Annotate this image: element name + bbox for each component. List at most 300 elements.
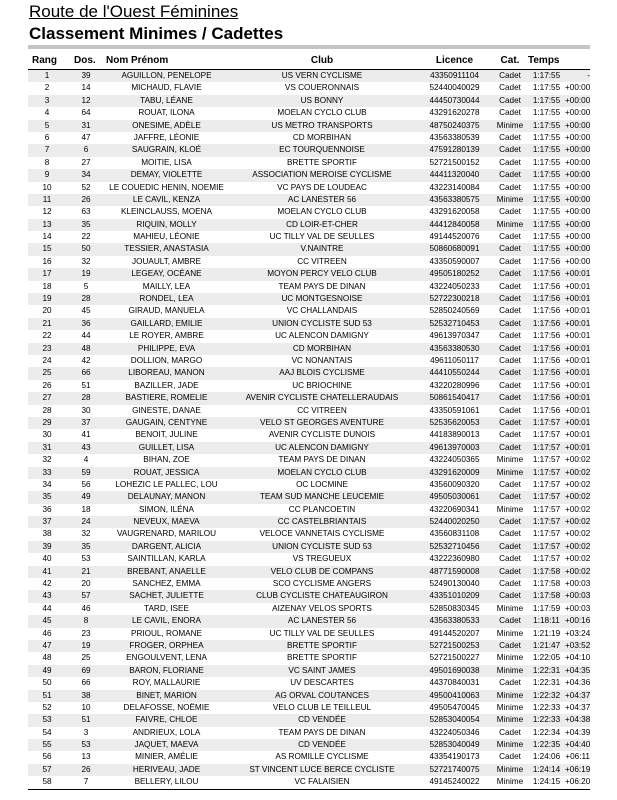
cell-club: ST VINCENT LUCE BERCE CYCLISTE	[249, 764, 395, 774]
cell-cat: Cadet	[499, 678, 521, 688]
cell-licence: 52535620053	[429, 417, 480, 427]
cell-dos: 53	[81, 554, 91, 564]
cell-licence: 44411320040	[429, 170, 480, 180]
table-row	[28, 355, 590, 367]
cell-temps: 1:17:57	[532, 517, 561, 527]
cell-cat: Minime	[496, 628, 524, 638]
cell-cat: Cadet	[499, 170, 521, 180]
results-table	[28, 53, 590, 790]
table-row	[28, 293, 590, 305]
cell-cat: Minime	[496, 603, 524, 613]
cell-dos: 3	[83, 727, 89, 737]
cell-dos: 63	[81, 207, 91, 217]
cell-temps: 1:22:05	[532, 653, 561, 663]
cell-club: CC VITREEN	[297, 256, 347, 266]
cell-rang: 7	[44, 145, 50, 155]
cell-club: OC LOCMINE	[296, 479, 348, 489]
cell-licence: 50861540417	[429, 393, 480, 403]
cell-dos: 38	[81, 690, 91, 700]
cell-rang: 42	[42, 579, 52, 589]
cell-ecart: +04:36	[565, 678, 590, 688]
table-row	[28, 120, 590, 132]
cell-ecart: +03:52	[565, 640, 590, 650]
cell-nom: ROY, MALLAURIE	[132, 678, 201, 688]
cell-cat: Cadet	[499, 380, 521, 390]
cell-cat: Cadet	[499, 71, 521, 80]
cell-nom: DARGENT, ALICIA	[131, 541, 202, 551]
cell-nom: JAQUET, MAEVA	[134, 740, 199, 750]
cell-rang: 28	[42, 405, 52, 415]
table-row	[28, 243, 590, 255]
cell-club: VELO CLUB DE COMPANS	[270, 566, 374, 576]
cell-nom: GAILLARD, EMILIE	[130, 318, 203, 328]
table-row	[28, 764, 590, 776]
table-row	[28, 194, 590, 206]
cell-dos: 57	[81, 591, 91, 601]
cell-temps: 1:22:33	[532, 702, 561, 712]
cell-cat: Cadet	[499, 207, 521, 217]
cell-nom: SIMON, ILÉNA	[138, 504, 195, 514]
cell-ecart: +04:37	[565, 690, 590, 700]
cell-cat: Cadet	[499, 256, 521, 266]
cell-ecart: +00:00	[565, 132, 590, 142]
cell-licence: 49144520207	[429, 628, 480, 638]
cell-club: US METRO TRANSPORTS	[271, 120, 373, 130]
cell-dos: 36	[81, 318, 91, 328]
cell-ecart: +00:01	[565, 318, 590, 328]
cell-dos: 8	[83, 616, 89, 626]
cell-club: AVENIR CYCLISTE DUNOIS	[268, 430, 376, 440]
table-row	[28, 206, 590, 218]
cell-dos: 47	[81, 132, 91, 142]
cell-cat: Minime	[496, 777, 524, 787]
table-row	[28, 665, 590, 677]
cell-rang: 53	[42, 715, 52, 725]
cell-ecart: +00:02	[565, 541, 590, 551]
cell-nom: ROUAT, JESSICA	[133, 467, 200, 477]
cell-dos: 66	[81, 368, 91, 378]
cell-nom: ENGOULVENT, LENA	[126, 653, 207, 663]
cell-club: AAJ BLOIS CYCLISME	[279, 368, 365, 378]
cell-temps: 1:17:55	[532, 157, 561, 167]
cell-cat: Cadet	[499, 132, 521, 142]
cell-cat: Cadet	[499, 517, 521, 527]
cell-ecart: +00:01	[565, 355, 590, 365]
cell-temps: 1:17:56	[532, 368, 561, 378]
cell-licence: 48771590008	[429, 566, 480, 576]
cell-temps: 1:17:55	[532, 207, 561, 217]
cell-club: CC VITREEN	[297, 405, 347, 415]
table-row	[28, 553, 590, 565]
cell-rang: 19	[42, 294, 52, 304]
cell-cat: Cadet	[499, 554, 521, 564]
cell-rang: 16	[42, 256, 52, 266]
table-row	[28, 467, 590, 479]
cell-cat: Cadet	[499, 479, 521, 489]
cell-ecart: +00:01	[565, 368, 590, 378]
column-header-cat: Cat.	[500, 55, 520, 66]
cell-rang: 48	[42, 653, 52, 663]
cell-temps: 1:17:57	[532, 492, 561, 502]
cell-cat: Cadet	[499, 430, 521, 440]
cell-temps: 1:17:55	[532, 244, 561, 254]
cell-cat: Cadet	[499, 318, 521, 328]
cell-dos: 19	[81, 269, 91, 279]
cell-temps: 1:17:55	[532, 182, 561, 192]
cell-ecart: +03:24	[565, 628, 590, 638]
cell-licence: 44370840031	[429, 678, 480, 688]
cell-rang: 12	[42, 207, 52, 217]
cell-rang: 2	[44, 83, 50, 93]
cell-ecart: +00:00	[565, 157, 590, 167]
cell-cat: Cadet	[499, 269, 521, 279]
cell-ecart: +00:02	[565, 492, 590, 502]
cell-rang: 29	[42, 417, 52, 427]
cell-cat: Cadet	[499, 529, 521, 539]
cell-temps: 1:17:57	[532, 467, 561, 477]
cell-dos: 6	[83, 145, 89, 155]
table-row	[28, 256, 590, 268]
cell-nom: RONDEL, LEA	[139, 294, 194, 304]
cell-club: MOELAN CYCLO CLUB	[277, 108, 367, 118]
cell-nom: JAFFRE, LÉONIE	[133, 132, 200, 142]
cell-club: CLUB CYCLISTE CHATEAUGIRON	[256, 591, 388, 601]
cell-cat: Cadet	[499, 306, 521, 316]
cell-rang: 33	[42, 467, 52, 477]
cell-temps: 1:17:57	[532, 430, 561, 440]
cell-nom: BARON, FLORIANE	[129, 665, 204, 675]
cell-nom: LIBOREAU, MANON	[128, 368, 205, 378]
cell-rang: 1	[44, 71, 50, 80]
cell-dos: 48	[81, 343, 91, 353]
cell-temps: 1:17:56	[532, 405, 561, 415]
cell-temps: 1:24:15	[532, 777, 561, 787]
cell-licence: 52853040049	[429, 740, 480, 750]
cell-temps: 1:22:34	[532, 727, 561, 737]
cell-nom: BREBANT, ANAELLE	[127, 566, 206, 576]
cell-rang: 10	[42, 182, 52, 192]
cell-licence: 44450730044	[429, 95, 480, 105]
cell-dos: 24	[81, 517, 91, 527]
cell-ecart: +06:11	[565, 752, 590, 762]
cell-nom: MAHIEU, LÉONIE	[133, 232, 200, 242]
cell-dos: 59	[81, 467, 91, 477]
table-row	[28, 392, 590, 404]
cell-club: CD VENDÉE	[298, 740, 346, 750]
cell-club: UNION CYCLISTE SUD 53	[272, 318, 372, 328]
cell-licence: 43350591061	[429, 405, 480, 415]
cell-cat: Cadet	[499, 157, 521, 167]
table-row	[28, 640, 590, 652]
cell-dos: 37	[81, 417, 91, 427]
cell-temps: 1:17:56	[532, 331, 561, 341]
cell-dos: 42	[81, 355, 91, 365]
cell-temps: 1:17:56	[532, 343, 561, 353]
cell-ecart: +04:35	[565, 665, 590, 675]
cell-temps: 1:17:56	[532, 269, 561, 279]
cell-temps: 1:22:33	[532, 715, 561, 725]
cell-licence: 43291620058	[429, 207, 480, 217]
cell-ecart: +00:00	[565, 95, 590, 105]
cell-club: SCO CYCLISME ANGERS	[272, 579, 372, 589]
cell-ecart: +00:01	[565, 417, 590, 427]
cell-temps: 1:17:55	[532, 132, 561, 142]
cell-club: TEAM PAYS DE DINAN	[278, 281, 366, 291]
cell-nom: FROGER, ORPHEA	[129, 640, 204, 650]
table-row	[28, 541, 590, 553]
table-row	[28, 528, 590, 540]
cell-rang: 34	[42, 479, 52, 489]
table-row	[28, 677, 590, 689]
table-row	[28, 652, 590, 664]
cell-ecart: +00:01	[565, 430, 590, 440]
cell-licence: 49611050117	[430, 355, 479, 365]
cell-rang: 51	[42, 690, 52, 700]
cell-nom: LOHEZIC LE PALLEC, LOU	[115, 479, 218, 489]
table-row	[28, 566, 590, 578]
header-divider	[28, 45, 590, 49]
cell-temps: 1:17:56	[532, 256, 561, 266]
cell-club: EC TOURQUENNOISE	[279, 145, 365, 155]
cell-ecart: +00:02	[565, 479, 590, 489]
cell-rang: 50	[42, 678, 52, 688]
cell-dos: 26	[81, 194, 91, 204]
cell-temps: 1:17:59	[532, 603, 561, 613]
cell-ecart: +00:01	[565, 405, 590, 415]
cell-dos: 12	[81, 95, 91, 105]
cell-nom: SACHET, JULIETTE	[129, 591, 204, 601]
cell-nom: TABU, LÉANE	[140, 95, 193, 105]
cell-cat: Minime	[496, 702, 524, 712]
cell-licence: 52532710453	[429, 318, 480, 328]
cell-cat: Minime	[496, 467, 524, 477]
table-row	[28, 727, 590, 739]
cell-rang: 38	[42, 529, 52, 539]
cell-ecart: +00:03	[565, 579, 590, 589]
column-header-ecart	[565, 53, 590, 69]
cell-dos: 46	[81, 603, 91, 613]
cell-ecart: +00:00	[565, 120, 590, 130]
cell-licence: 43351010209	[429, 591, 480, 601]
cell-licence: 43291620278	[429, 108, 480, 118]
table-row	[28, 82, 590, 94]
cell-temps: 1:17:55	[532, 71, 561, 80]
cell-nom: GUILLET, LISA	[138, 442, 195, 452]
cell-rang: 15	[42, 244, 52, 254]
cell-dos: 22	[81, 232, 91, 242]
cell-dos: 26	[81, 764, 91, 774]
cell-nom: MINIER, AMÉLIE	[135, 752, 198, 762]
cell-club: V.NAINTRE	[300, 244, 344, 254]
cell-club: VS COUERONNAIS	[284, 83, 360, 93]
table-row	[28, 107, 590, 119]
cell-licence: 50860680091	[429, 244, 480, 254]
cell-club: UC MONTGESNOISE	[281, 294, 363, 304]
cell-dos: 51	[81, 715, 91, 725]
cell-temps: 1:17:55	[532, 145, 561, 155]
cell-ecart: +00:01	[565, 281, 590, 291]
table-row	[28, 281, 590, 293]
cell-rang: 41	[42, 566, 52, 576]
cell-rang: 13	[42, 219, 52, 229]
cell-rang: 23	[42, 343, 52, 353]
cell-club: UC TILLY VAL DE SEULLES	[269, 232, 375, 242]
cell-rang: 27	[42, 393, 52, 403]
table-row	[28, 157, 590, 169]
cell-rang: 30	[42, 430, 52, 440]
table-row	[28, 751, 590, 763]
cell-dos: 19	[81, 640, 91, 650]
cell-temps: 1:24:06	[532, 752, 561, 762]
cell-club: CD VENDÉE	[298, 715, 346, 725]
cell-cat: Minime	[496, 219, 524, 229]
cell-club: MOELAN CYCLO CLUB	[277, 467, 367, 477]
cell-dos: 27	[81, 157, 91, 167]
cell-ecart: +00:02	[565, 504, 590, 514]
table-row	[28, 702, 590, 714]
cell-dos: 30	[81, 405, 91, 415]
table-row	[28, 429, 590, 441]
cell-cat: Cadet	[499, 640, 521, 650]
cell-nom: LE COUEDIC HENIN, NOEMIE	[109, 182, 224, 192]
table-row	[28, 70, 590, 82]
cell-dos: 66	[81, 678, 91, 688]
cell-nom: BINET, MARION	[136, 690, 197, 700]
cell-cat: Minime	[496, 455, 524, 465]
cell-nom: BAZILLER, JADE	[134, 380, 199, 390]
cell-licence: 43563380539	[429, 132, 480, 142]
table-row	[28, 405, 590, 417]
cell-rang: 36	[42, 504, 52, 514]
cell-licence: 48750240375	[429, 120, 480, 130]
cell-rang: 20	[42, 306, 52, 316]
cell-temps: 1:18:11	[533, 616, 560, 626]
cell-licence: 52722300218	[429, 294, 480, 304]
cell-nom: BENOIT, JULINE	[135, 430, 198, 440]
cell-nom: BIHAN, ZOE	[143, 455, 190, 465]
cell-dos: 32	[81, 256, 91, 266]
cell-nom: LE ROYER, AMBRE	[129, 331, 204, 341]
cell-ecart: +00:01	[565, 306, 590, 316]
cell-nom: NEVEUX, MAEVA	[133, 517, 200, 527]
cell-cat: Cadet	[499, 244, 521, 254]
table-row	[28, 454, 590, 466]
cell-licence: 52721740075	[429, 764, 480, 774]
cell-dos: 35	[81, 219, 91, 229]
cell-dos: 18	[81, 504, 91, 514]
cell-ecart: +00:02	[565, 554, 590, 564]
cell-licence: 49505470045	[429, 702, 480, 712]
cell-licence: 43350911104	[430, 71, 479, 80]
cell-rang: 18	[42, 281, 52, 291]
table-row	[28, 615, 590, 627]
cell-nom: BASTIERE, ROMELIE	[125, 393, 208, 403]
cell-ecart: +00:00	[565, 256, 590, 266]
cell-rang: 5	[44, 120, 50, 130]
cell-club: BRETTE SPORTIF	[287, 640, 357, 650]
table-row	[28, 380, 590, 392]
cell-licence: 43560090320	[429, 479, 480, 489]
cell-nom: SAUGRAIN, KLOÉ	[131, 145, 202, 155]
table-row	[28, 318, 590, 330]
table-body	[28, 70, 590, 789]
cell-temps: 1:17:55	[532, 120, 561, 130]
cell-licence: 52490130040	[429, 579, 480, 589]
cell-dos: 28	[81, 294, 91, 304]
cell-licence: 49505180252	[429, 269, 480, 279]
cell-nom: GAUGAIN, CENTYNE	[125, 417, 208, 427]
cell-club: CD MORBIHAN	[292, 132, 352, 142]
cell-ecart: +06:20	[565, 777, 590, 787]
cell-nom: DEMAY, VIOLETTE	[130, 170, 203, 180]
cell-nom: VAUGRENARD, MARILOU	[116, 529, 217, 539]
cell-ecart: +04:39	[565, 727, 590, 737]
cell-cat: Cadet	[499, 417, 521, 427]
table-row	[28, 330, 590, 342]
cell-club: MOYON PERCY VELO CLUB	[267, 269, 377, 279]
column-header-licence: Licence	[435, 55, 474, 66]
cell-licence: 43354190173	[429, 752, 480, 762]
cell-rang: 57	[42, 764, 52, 774]
cell-cat: Cadet	[499, 579, 521, 589]
cell-ecart: +00:01	[565, 343, 590, 353]
cell-licence: 43291620009	[429, 467, 480, 477]
cell-dos: 7	[83, 777, 89, 787]
table-row	[28, 169, 590, 181]
cell-cat: Cadet	[499, 393, 521, 403]
cell-temps: 1:17:55	[532, 170, 561, 180]
cell-club: AC LANESTER 56	[287, 616, 357, 626]
column-header-dos: Dos.	[74, 55, 96, 66]
cell-rang: 3	[44, 95, 50, 105]
cell-dos: 4	[83, 455, 89, 465]
cell-ecart: +00:01	[565, 331, 590, 341]
cell-nom: LEGEAY, OCÉANE	[131, 269, 202, 279]
table-row	[28, 690, 590, 702]
cell-temps: 1:17:55	[532, 232, 561, 242]
cell-rang: 22	[42, 331, 52, 341]
cell-licence: 52440020250	[429, 517, 480, 527]
cell-cat: Minime	[496, 715, 524, 725]
cell-club: ASSOCIATION MEROISE CYCLISME	[252, 170, 392, 180]
cell-club: VS TREGUEUX	[292, 554, 352, 564]
cell-club: VELOCE VANNETAIS CYCLISME	[259, 529, 385, 539]
cell-rang: 6	[44, 132, 50, 142]
cell-nom: DELAFOSSE, NOËMIE	[123, 702, 210, 712]
cell-rang: 8	[44, 157, 50, 167]
cell-temps: 1:24:14	[532, 764, 561, 774]
cell-temps: 1:17:57	[532, 529, 561, 539]
cell-ecart: +00:00	[565, 194, 590, 204]
cell-licence: 52532710456	[429, 541, 480, 551]
cell-cat: Cadet	[499, 95, 521, 105]
cell-ecart: +00:01	[565, 269, 590, 279]
table-row	[28, 219, 590, 231]
cell-temps: 1:17:57	[532, 504, 561, 514]
cell-ecart: +00:00	[565, 108, 590, 118]
cell-licence: 49613970347	[429, 331, 480, 341]
table-row	[28, 144, 590, 156]
cell-cat: Cadet	[499, 355, 521, 365]
cell-dos: 23	[81, 628, 91, 638]
cell-ecart: +04:38	[565, 715, 590, 725]
cell-dos: 28	[81, 393, 91, 403]
cell-dos: 31	[81, 120, 91, 130]
cell-rang: 14	[42, 232, 52, 242]
table-row	[28, 442, 590, 454]
cell-rang: 4	[44, 108, 50, 118]
cell-licence: 52850240569	[429, 306, 480, 316]
